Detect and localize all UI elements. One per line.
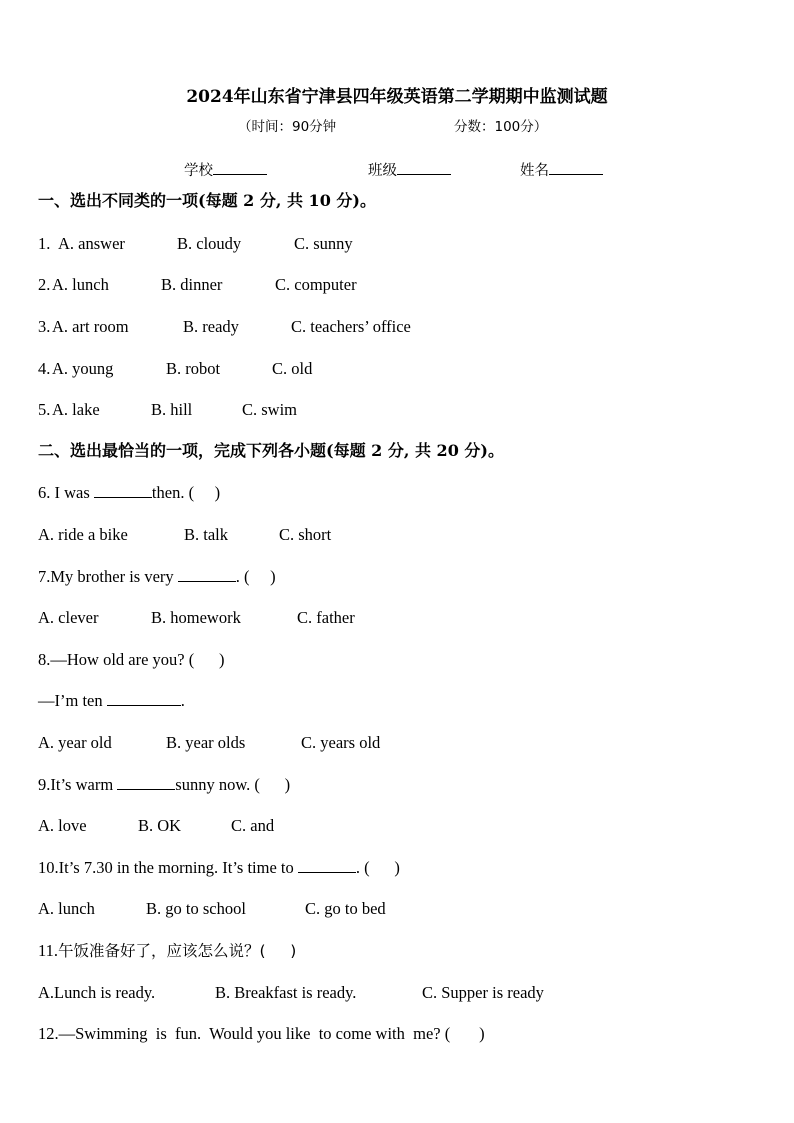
question-stem <box>38 858 400 878</box>
option-c[interactable]: C. years old <box>301 733 381 752</box>
page-title: 2024年山东省宁津县四年级英语第二学期期中监测试题 <box>186 87 608 107</box>
option-b[interactable]: B. go to school <box>146 899 246 918</box>
option-c[interactable]: C. old <box>272 359 313 378</box>
stem-text: sunny now. ( ) <box>175 775 291 794</box>
option-c[interactable]: C. go to bed <box>305 899 386 918</box>
class-blank[interactable] <box>397 160 451 175</box>
stem-text: 6. I was <box>38 483 94 502</box>
option-c[interactable]: C. teachers’ office <box>291 317 411 336</box>
question-number: 3. <box>38 317 51 336</box>
option-c[interactable]: C. and <box>231 816 275 835</box>
answer-blank[interactable] <box>298 858 356 873</box>
option-b[interactable]: B. robot <box>166 359 221 378</box>
section-2-heading: 二、选出最恰当的一项，完成下列各小题(每题 2 分, 共 20 分)。 <box>38 441 504 460</box>
stem-text: 10.It’s 7.30 in the morning. It’s time to <box>38 858 298 877</box>
stem-text: then. ( ) <box>151 483 221 502</box>
option-c[interactable]: C. father <box>297 608 355 627</box>
school-field[interactable] <box>184 160 267 180</box>
option-b[interactable]: B. homework <box>151 608 241 627</box>
question-number: 2. <box>38 275 51 294</box>
option-a[interactable]: A. clever <box>38 608 99 627</box>
exam-score: 分数：100分） <box>454 119 548 135</box>
question-number: 1. <box>38 234 55 253</box>
option-a[interactable]: A. answer <box>58 234 125 253</box>
option-a[interactable]: A.Lunch is ready. <box>38 983 156 1002</box>
name-field[interactable] <box>520 160 603 180</box>
section-1-heading: 一、选出不同类的一项(每题 2 分, 共 10 分)。 <box>38 191 376 210</box>
school-blank[interactable] <box>213 160 267 175</box>
question-stem <box>38 483 220 503</box>
option-c[interactable]: C. sunny <box>294 234 353 253</box>
option-c[interactable]: C. swim <box>242 400 298 419</box>
option-c[interactable]: C. Supper is ready <box>422 983 544 1002</box>
class-label: 班级 <box>368 163 397 179</box>
question-number: 4. <box>38 359 51 378</box>
answer-blank[interactable] <box>94 483 152 498</box>
question-number: 11. <box>38 941 59 960</box>
question-stem <box>38 941 296 961</box>
answer-blank[interactable] <box>117 775 175 790</box>
option-a[interactable]: A. young <box>52 359 114 378</box>
option-a[interactable]: A. lunch <box>52 275 109 294</box>
option-b[interactable]: B. Breakfast is ready. <box>215 983 357 1002</box>
reply-text: . <box>180 691 185 710</box>
question-number: 5. <box>38 400 51 419</box>
name-blank[interactable] <box>549 160 603 175</box>
stem-text: 7.My brother is very <box>38 567 178 586</box>
stem-text: . ( ) <box>355 858 400 877</box>
option-c[interactable]: C. computer <box>275 275 357 294</box>
question-stem: 12.—Swimming is fun. Would you like to come with me? ( ) <box>38 1024 485 1043</box>
option-b[interactable]: B. ready <box>183 317 239 336</box>
school-label: 学校 <box>184 163 213 179</box>
option-a[interactable]: A. love <box>38 816 87 835</box>
stem-text: 午饭准备好了，应该怎么说？( ) <box>58 942 297 960</box>
option-c[interactable]: C. short <box>279 525 332 544</box>
exam-time: （时间：90分钟 <box>238 119 337 135</box>
option-b[interactable]: B. year olds <box>166 733 246 752</box>
stem-text: . ( ) <box>235 567 276 586</box>
option-a[interactable]: A. year old <box>38 733 112 752</box>
option-b[interactable]: B. hill <box>151 400 193 419</box>
option-a[interactable]: A. lunch <box>38 899 95 918</box>
option-a[interactable]: A. ride a bike <box>38 525 128 544</box>
question-stem <box>38 775 290 795</box>
answer-blank[interactable] <box>178 567 236 582</box>
name-label: 姓名 <box>520 163 549 179</box>
option-b[interactable]: B. dinner <box>161 275 223 294</box>
option-b[interactable]: B. cloudy <box>177 234 242 253</box>
question-stem <box>38 567 276 587</box>
question-stem: 8.—How old are you? ( ) <box>38 650 225 669</box>
reply-text: —I’m ten <box>38 691 107 710</box>
option-a[interactable]: A. art room <box>52 317 129 336</box>
stem-text: 9.It’s warm <box>38 775 118 794</box>
option-b[interactable]: B. OK <box>138 816 182 835</box>
question-reply <box>38 691 185 711</box>
answer-blank[interactable] <box>107 691 181 706</box>
option-b[interactable]: B. talk <box>184 525 228 544</box>
option-a[interactable]: A. lake <box>52 400 100 419</box>
class-field[interactable] <box>368 160 451 180</box>
